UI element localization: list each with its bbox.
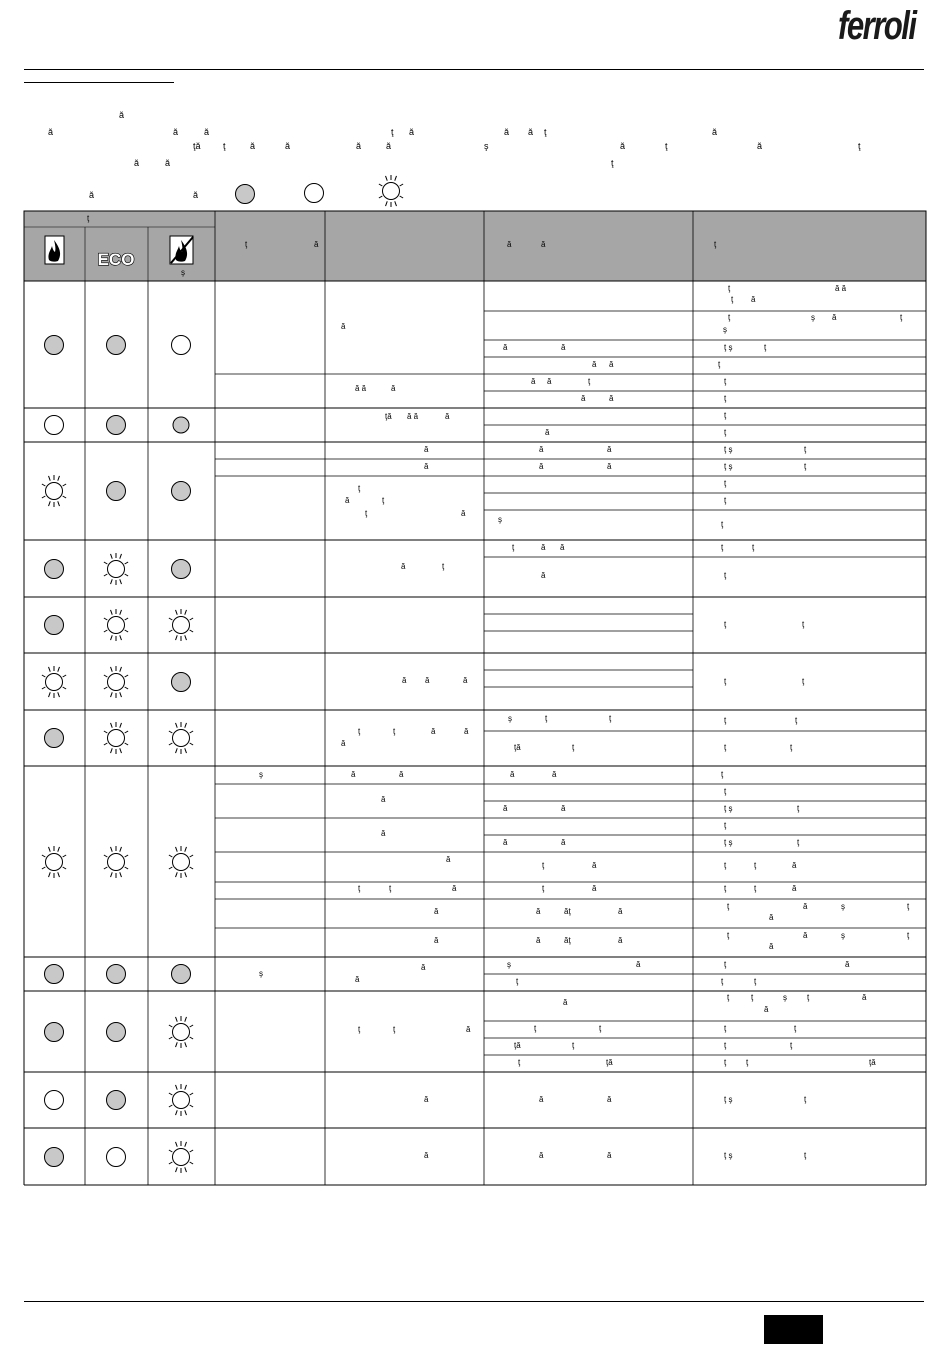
- cause-detail-text: ţă: [514, 743, 521, 752]
- description-text: ţ: [393, 1025, 396, 1034]
- led-on-icon: [45, 729, 64, 748]
- cause-detail-text: ă: [592, 884, 597, 893]
- remedy-text: ţ ş: [724, 1151, 733, 1160]
- led-blink-icon: [104, 846, 128, 878]
- remedy-text: ţ: [804, 1095, 807, 1104]
- cause-detail-text: ă: [609, 394, 614, 403]
- remedy-text: ş: [811, 313, 815, 322]
- cause-detail-text: ţă: [606, 1058, 613, 1067]
- cause-detail-text: ă: [561, 804, 566, 813]
- led-blink-icon: [104, 609, 128, 641]
- led-on-icon: [172, 673, 191, 692]
- cause-detail-text: ăţ: [564, 907, 571, 916]
- led-blink-icon: [169, 609, 193, 641]
- brand-logo: ferroli: [838, 4, 916, 48]
- cause-detail-text: ă: [503, 804, 508, 813]
- header-text: ş: [181, 268, 185, 277]
- cause-detail-text: ş: [507, 960, 511, 969]
- intro-text: ă: [119, 110, 125, 120]
- remedy-text: ţ: [724, 677, 727, 686]
- intro-text: ţ: [391, 127, 394, 137]
- eco-label: ECO: [97, 250, 135, 269]
- remedy-text: ţ: [802, 677, 805, 686]
- description-text: ţ: [365, 509, 368, 518]
- cause-detail-text: ă: [618, 936, 623, 945]
- description-text: ţ: [382, 496, 385, 505]
- description-text: ă: [401, 562, 406, 571]
- cause-text: ş: [259, 770, 263, 779]
- description-text: ţ: [358, 727, 361, 736]
- intro-text: ă: [285, 141, 291, 151]
- description-text: ă ă: [407, 412, 419, 421]
- cause-detail-text: ţ: [512, 543, 515, 552]
- remedy-text: ţ: [724, 377, 727, 386]
- remedy-text: ţ: [718, 360, 721, 369]
- description-text: ă: [434, 907, 439, 916]
- intro-text: ă: [712, 127, 718, 137]
- cause-detail-text: ţ: [588, 377, 591, 386]
- remedy-text: ţ: [754, 861, 757, 870]
- remedy-text: ţ: [721, 520, 724, 529]
- remedy-text: ţ: [727, 993, 730, 1002]
- intro-text: ş: [484, 141, 489, 151]
- header-text: ă: [314, 240, 319, 249]
- page-number-box: [764, 1315, 823, 1344]
- cause-detail-text: ă: [541, 543, 546, 552]
- cause-detail-text: ţ: [518, 1058, 521, 1067]
- intro-text: ţ: [611, 158, 614, 168]
- cause-detail-text: ţ: [572, 1041, 575, 1050]
- remedy-text: ţ: [727, 902, 730, 911]
- intro-text: ă: [409, 127, 415, 137]
- remedy-text: ţ: [794, 1024, 797, 1033]
- description-text: ă: [445, 412, 450, 421]
- remedy-text: ţ: [724, 428, 727, 437]
- description-text: ă: [424, 445, 429, 454]
- cause-detail-text: ă: [539, 462, 544, 471]
- remedy-text: ţ: [724, 821, 727, 830]
- header-text: ţ: [245, 240, 248, 249]
- description-text: ă: [341, 739, 346, 748]
- description-text: ă: [402, 676, 407, 685]
- remedy-text: ţ: [907, 902, 910, 911]
- description-text: ă: [355, 975, 360, 984]
- led-on-icon: [172, 560, 191, 579]
- intro-text: ă: [620, 141, 626, 151]
- remedy-text: ţ: [804, 1151, 807, 1160]
- cause-detail-text: ă: [609, 360, 614, 369]
- remedy-text: ţ: [721, 977, 724, 986]
- remedy-text: ţ: [724, 394, 727, 403]
- cause-detail-text: ţ: [599, 1024, 602, 1033]
- cause-detail-text: ă: [592, 861, 597, 870]
- intro-text: ă: [356, 141, 362, 151]
- cause-detail-text: ţ: [534, 1024, 537, 1033]
- cause-detail-text: ţ: [609, 714, 612, 723]
- remedy-text: ă: [845, 960, 850, 969]
- led-off-icon: [45, 1091, 64, 1110]
- description-text: ă: [431, 727, 436, 736]
- cause-detail-text: ă: [503, 838, 508, 847]
- description-text: ţ: [358, 484, 361, 493]
- description-text: ă: [399, 770, 404, 779]
- remedy-text: ţ: [728, 313, 731, 322]
- led-blink-icon: [169, 1084, 193, 1116]
- remedy-text: ţ: [752, 543, 755, 552]
- remedy-text: ţ: [764, 343, 767, 352]
- cause-detail-text: ă: [636, 960, 641, 969]
- description-text: ă: [351, 770, 356, 779]
- led-on-icon: [172, 482, 191, 501]
- remedy-text: ţ: [790, 1041, 793, 1050]
- led-on-icon: [45, 1023, 64, 1042]
- description-text: ă ă: [355, 384, 367, 393]
- header-text: ă: [541, 240, 546, 249]
- led-blink-icon: [169, 1016, 193, 1048]
- cause-detail-text: ă: [561, 838, 566, 847]
- remedy-text: ţ: [807, 993, 810, 1002]
- remedy-text: ş: [841, 902, 845, 911]
- remedy-text: ţ: [797, 838, 800, 847]
- cause-detail-text: ă: [536, 907, 541, 916]
- footer-rule: [24, 1301, 924, 1302]
- intro-text: ă: [250, 141, 256, 151]
- remedy-text: ţ: [731, 295, 734, 304]
- led-blink-icon: [169, 722, 193, 754]
- remedy-text: ţ: [724, 479, 727, 488]
- intro-text: ă: [193, 190, 199, 200]
- remedy-text: ţ: [724, 1024, 727, 1033]
- remedy-text: ţ ş: [724, 1095, 733, 1104]
- remedy-text: ţ: [804, 462, 807, 471]
- led-on-icon: [172, 965, 191, 984]
- remedy-text: ţ: [724, 743, 727, 752]
- cause-detail-text: ă: [561, 343, 566, 352]
- led-off-icon: [107, 1148, 126, 1167]
- cause-detail-text: ă: [607, 1151, 612, 1160]
- remedy-text: ţ: [724, 496, 727, 505]
- description-text: ă: [391, 384, 396, 393]
- remedy-text: ş: [841, 931, 845, 940]
- cause-detail-text: ă: [531, 377, 536, 386]
- cause-detail-text: ş: [498, 515, 502, 524]
- header-text: ă: [507, 240, 512, 249]
- cause-detail-text: ă: [539, 445, 544, 454]
- intro-text: ă: [757, 141, 763, 151]
- remedy-text: ţ: [721, 770, 724, 779]
- cause-detail-text: ă: [545, 428, 550, 437]
- led-blink-icon: [169, 1141, 193, 1173]
- led-on-icon: [45, 965, 64, 984]
- led-on-icon: [45, 616, 64, 635]
- intro-text: ă: [89, 190, 95, 200]
- cause-detail-text: ă: [563, 998, 568, 1007]
- flame-icon: [45, 236, 64, 264]
- description-text: ă: [424, 1151, 429, 1160]
- led-on-icon: [107, 965, 126, 984]
- led-blink-icon: [42, 475, 66, 507]
- description-text: ţ: [389, 884, 392, 893]
- remedy-text: ţ: [802, 620, 805, 629]
- cause-detail-text: ţ: [516, 977, 519, 986]
- led-blink-icon: [42, 666, 66, 698]
- remedy-text: ă: [792, 861, 797, 870]
- intro-text: ă: [204, 127, 210, 137]
- description-text: ă: [434, 936, 439, 945]
- table-header: [24, 211, 926, 281]
- cause-detail-text: ţ: [545, 714, 548, 723]
- led-on-icon: [107, 1091, 126, 1110]
- description-text: ă: [464, 727, 469, 736]
- intro-text: ă: [504, 127, 510, 137]
- intro-text: ă: [134, 158, 140, 168]
- description-text: ă: [446, 855, 451, 864]
- remedy-text: ţ: [804, 445, 807, 454]
- led-blink-icon: [104, 666, 128, 698]
- led-blink-icon: [104, 722, 128, 754]
- remedy-text: ă: [751, 295, 756, 304]
- description-text: ă: [341, 322, 346, 331]
- cause-detail-text: ă: [503, 343, 508, 352]
- remedy-text: ţ: [900, 313, 903, 322]
- remedy-text: ţ: [754, 977, 757, 986]
- cause-detail-text: ăţ: [564, 936, 571, 945]
- cause-detail-text: ă: [607, 1095, 612, 1104]
- cause-detail-text: ă: [592, 360, 597, 369]
- cause-detail-text: ă: [547, 377, 552, 386]
- led-blink-icon: [42, 846, 66, 878]
- intro-text: ţ: [223, 141, 226, 151]
- remedy-text: ţ ş: [724, 462, 733, 471]
- cause-detail-text: ă: [552, 770, 557, 779]
- remedy-text: ă ă: [835, 284, 847, 293]
- description-text: ă: [424, 462, 429, 471]
- remedy-text: ţ: [728, 284, 731, 293]
- remedy-text: ă: [792, 884, 797, 893]
- cause-text: ş: [259, 969, 263, 978]
- intro-text: ţ: [544, 127, 547, 137]
- description-text: ă: [381, 829, 386, 838]
- remedy-text: ţ: [724, 620, 727, 629]
- remedy-text: ţ: [724, 1041, 727, 1050]
- remedy-text: ă: [764, 1005, 769, 1014]
- remedy-text: ţ ş: [724, 804, 733, 813]
- led-on-icon: [107, 1023, 126, 1042]
- intro-text: ă: [386, 141, 392, 151]
- remedy-text: ţ: [746, 1058, 749, 1067]
- cause-detail-text: ţ: [572, 743, 575, 752]
- remedy-text: ă: [803, 931, 808, 940]
- remedy-text: ţ: [724, 411, 727, 420]
- remedy-text: ă: [862, 993, 867, 1002]
- description-text: ţ: [442, 562, 445, 571]
- led-on-icon: [107, 416, 126, 435]
- description-text: ă: [461, 509, 466, 518]
- led-on-icon: [107, 482, 126, 501]
- intro-text: ă: [165, 158, 171, 168]
- led-on-icon: [107, 336, 126, 355]
- intro-text: ţ: [665, 141, 668, 151]
- remedy-text: ţ: [790, 743, 793, 752]
- description-text: ţ: [393, 727, 396, 736]
- remedy-text: ţ: [724, 1058, 727, 1067]
- description-text: ţ: [358, 884, 361, 893]
- led-off-icon: [45, 416, 64, 435]
- remedy-text: ă: [769, 942, 774, 951]
- intro-text: ă: [173, 127, 179, 137]
- remedy-text: ţ: [751, 993, 754, 1002]
- header-text: ţ: [87, 214, 90, 223]
- cause-detail-text: ă: [539, 1095, 544, 1104]
- remedy-text: ţ: [754, 884, 757, 893]
- led-off-icon: [172, 336, 191, 355]
- cause-detail-text: ţă: [514, 1041, 521, 1050]
- remedy-text: ţ: [795, 716, 798, 725]
- remedy-text: ţ ş: [724, 343, 733, 352]
- header-text: ţ: [714, 240, 717, 249]
- description-text: ă: [381, 795, 386, 804]
- led-blink-icon: [104, 553, 128, 585]
- remedy-text: ţ ş: [724, 838, 733, 847]
- intro-text: ă: [48, 127, 54, 137]
- intro-text: ţă: [193, 141, 201, 151]
- led-on-icon: [173, 417, 189, 433]
- intro-text: ă: [528, 127, 534, 137]
- remedy-text: ş: [723, 325, 727, 334]
- remedy-text: ţ: [721, 543, 724, 552]
- cause-detail-text: ă: [618, 907, 623, 916]
- cause-detail-text: ă: [539, 1151, 544, 1160]
- remedy-text: ţă: [869, 1058, 876, 1067]
- description-text: ă: [421, 963, 426, 972]
- description-text: ţă: [385, 412, 392, 421]
- description-text: ă: [466, 1025, 471, 1034]
- remedy-text: ţ: [724, 571, 727, 580]
- cause-detail-text: ă: [607, 445, 612, 454]
- description-text: ă: [345, 496, 350, 505]
- remedy-text: ţ: [797, 804, 800, 813]
- remedy-text: ţ: [724, 884, 727, 893]
- remedy-text: ţ: [724, 716, 727, 725]
- led-on-icon: [45, 1148, 64, 1167]
- led-on-icon: [45, 560, 64, 579]
- cause-detail-text: ă: [607, 462, 612, 471]
- description-text: ă: [425, 676, 430, 685]
- remedy-text: ţ: [907, 931, 910, 940]
- description-text: ă: [424, 1095, 429, 1104]
- remedy-text: ş: [783, 993, 787, 1002]
- remedy-text: ţ ş: [724, 445, 733, 454]
- remedy-text: ă: [832, 313, 837, 322]
- remedy-text: ţ: [727, 931, 730, 940]
- remedy-text: ţ: [724, 960, 727, 969]
- cause-detail-text: ă: [541, 571, 546, 580]
- no-flame-icon: [170, 236, 193, 264]
- cause-detail-text: ş: [508, 714, 512, 723]
- cause-detail-text: ă: [560, 543, 565, 552]
- description-text: ă: [452, 884, 457, 893]
- cause-detail-text: ă: [536, 936, 541, 945]
- cause-detail-text: ă: [581, 394, 586, 403]
- cause-detail-text: ţ: [542, 861, 545, 870]
- cause-detail-text: ă: [510, 770, 515, 779]
- led-blink-icon: [169, 846, 193, 878]
- description-text: ă: [463, 676, 468, 685]
- remedy-text: ţ: [724, 787, 727, 796]
- cause-detail-text: ţ: [542, 884, 545, 893]
- remedy-text: ţ: [724, 861, 727, 870]
- led-on-icon: [45, 336, 64, 355]
- remedy-text: ă: [803, 902, 808, 911]
- remedy-text: ă: [769, 913, 774, 922]
- description-text: ţ: [358, 1025, 361, 1034]
- intro-text: ţ: [858, 141, 861, 151]
